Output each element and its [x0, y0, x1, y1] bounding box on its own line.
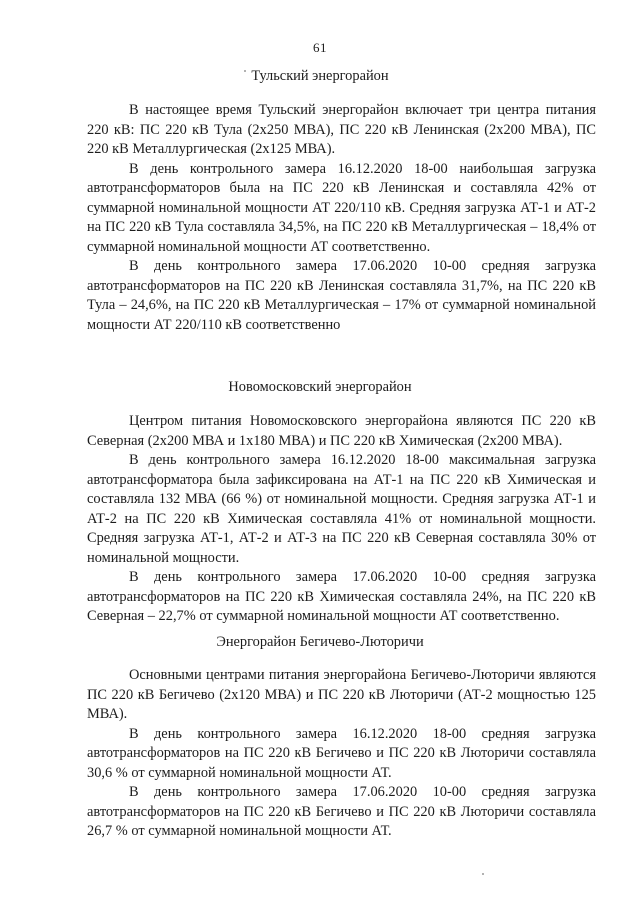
section-heading-novomoskovsk: Новомосковский энергорайон	[228, 379, 412, 395]
section-heading-begichevo-lyutorichi: Энергорайон Бегичево-Люторичи	[216, 634, 424, 650]
section-body-tula	[87, 101, 596, 335]
section-body-novomoskovsk	[87, 412, 596, 627]
scan-speck	[482, 873, 484, 875]
section-body-begichevo-lyutorichi	[87, 666, 596, 842]
paragraph: В день контрольного замера 17.06.2020 10-00 средняя загрузка автотрансформаторов на ПС 220 кВ Ленинская составляла 31,7%, на ПС 220 кВ Тула – 24,6%, на ПС 220 кВ Металлургическая – 17% от суммарной номинальной мощности АТ 220/110 кВ соответственно	[87, 258, 596, 333]
paragraph: В день контрольного замера 16.12.2020 18-00 средняя загрузка автотрансформаторов на ПС 220 кВ Бегичево и ПС 220 кВ Люторичи составляла 30,6 % от суммарной номинальной мощности АТ.	[87, 725, 596, 781]
paragraph: В день контрольного замера 17.06.2020 10-00 средняя загрузка автотрансформаторов на ПС 220 кВ Химическая составляла 24%, на ПС 220 кВ Северная – 22,7% от суммарной номинальной мощности АТ соответственно.	[87, 569, 596, 624]
paragraph: Центром питания Новомосковского энергорайона являются ПС 220 кВ Северная (2х200 МВА и 1х180 МВА) и ПС 220 кВ Химическая (2х200 МВА).	[87, 413, 596, 449]
section-heading-tula: Тульский энергорайон	[251, 68, 389, 84]
paragraph: В день контрольного замера 17.06.2020 10-00 средняя загрузка автотрансформаторов на ПС 220 кВ Бегичево и ПС 220 кВ Люторичи составляла 26,7 % от суммарной номинальной мощности АТ.	[87, 784, 596, 839]
paragraph: В настоящее время Тульский энергорайон включает три центра питания 220 кВ: ПС 220 кВ Тула (2х250 МВА), ПС 220 кВ Ленинская (2х200 МВА), ПС 220 кВ Металлургическая (2х125 МВА).	[87, 102, 596, 157]
page-number: 61	[313, 40, 327, 55]
scan-speck	[244, 70, 246, 72]
paragraph: Основными центрами питания энергорайона Бегичево-Люторичи являются ПС 220 кВ Бегичево (2х120 МВА) и ПС 220 кВ Люторичи (АТ-2 мощностью 125 МВА).	[87, 667, 596, 722]
paragraph: В день контрольного замера 16.12.2020 18-00 наибольшая загрузка автотрансформаторов была на ПС 220 кВ Ленинская и составляла 42% от суммарной номинальной мощности АТ 220/110 кВ. Средняя загрузка АТ-1 и АТ-2 на ПС 220 кВ Тула составляла 34,5%, на ПС 220 кВ Металлургическая – 18,4% от суммарной номинальной мощности АТ соответственно.	[87, 160, 596, 255]
paragraph: В день контрольного замера 16.12.2020 18-00 максимальная загрузка автотрансформатора была зафиксирована на АТ-1 на ПС 220 кВ Химическая и составляла 132 МВА (66 %) от номинальной мощности. Средняя загрузка АТ-1 и АТ-2 на ПС 220 кВ Химическая составляла 41% от номинальной мощности. Средняя загрузка АТ-1, АТ-2 и АТ-3 на ПС 220 кВ Северная составляла 30% от номинальной мощности.	[87, 452, 596, 566]
